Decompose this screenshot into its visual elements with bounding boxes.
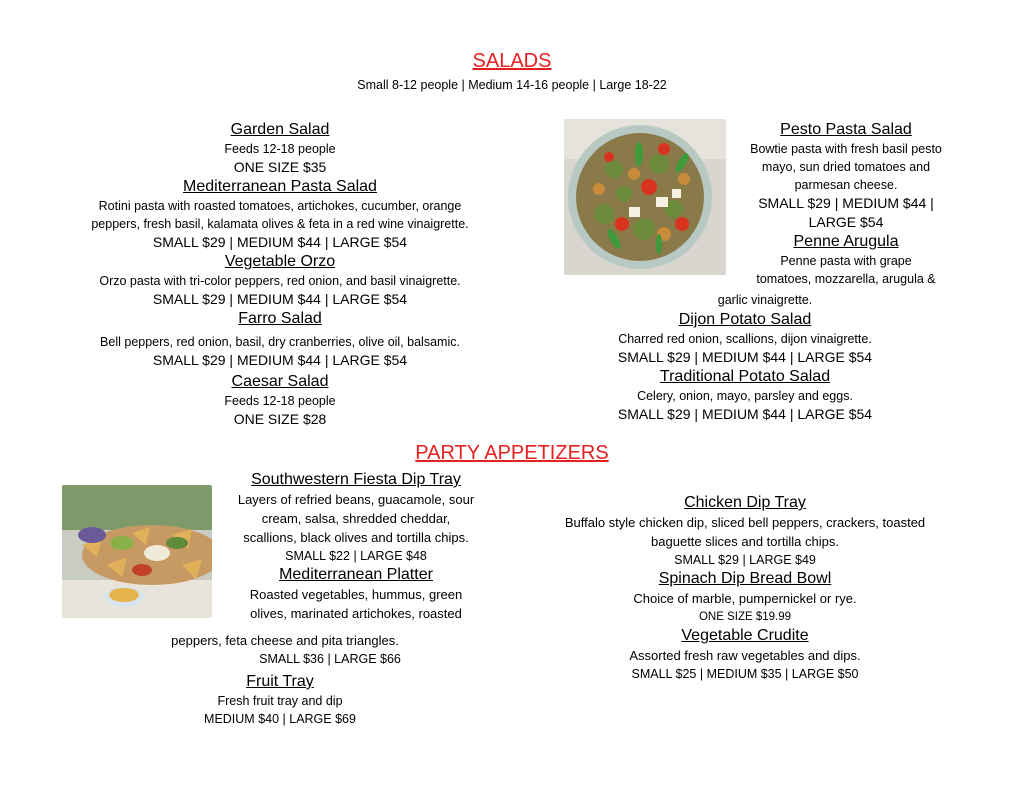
item-name: Garden Salad	[230, 121, 330, 138]
item-desc: Fresh fruit tray and dip	[217, 694, 343, 708]
fruit-tray-block	[180, 650, 480, 668]
appetizer-spread-photo	[62, 485, 212, 618]
item-desc: scallions, black olives and tortilla chips.	[243, 530, 469, 545]
appetizers-right-column	[530, 493, 960, 683]
pasta-salad-photo	[564, 119, 726, 275]
item-desc: Roasted vegetables, hummus, green	[249, 587, 463, 602]
item-price: SMALL $36 | LARGE $66	[259, 652, 401, 666]
item-name: Caesar Salad	[231, 373, 329, 390]
item-price: LARGE $54	[808, 214, 884, 230]
item-desc: Choice of marble, pumpernickel or rye.	[633, 591, 857, 606]
item-desc: Bowtie pasta with fresh basil pesto	[750, 142, 942, 156]
item-price: SMALL $25 | MEDIUM $35 | LARGE $50	[631, 667, 859, 681]
item-name: Spinach Dip Bread Bowl	[658, 570, 832, 587]
item-desc: Penne pasta with grape	[780, 254, 912, 268]
item-name: Penne Arugula	[793, 233, 899, 250]
item-price: ONE SIZE $28	[233, 411, 327, 427]
item-price: SMALL $29 | LARGE $49	[674, 553, 816, 567]
item-price: SMALL $22 | LARGE $48	[285, 549, 427, 563]
item-desc: peppers, feta cheese and pita triangles.	[171, 633, 399, 648]
item-desc: garlic vinaigrette.	[717, 293, 813, 307]
item-desc: olives, marinated artichokes, roasted	[250, 606, 462, 621]
fruit-tray-details	[130, 672, 430, 728]
item-desc: Feeds 12-18 people	[224, 394, 336, 408]
item-name: Vegetable Orzo	[224, 253, 336, 270]
item-price: SMALL $29 | MEDIUM $44 | LARGE $54	[617, 406, 873, 422]
item-desc: peppers, fresh basil, kalamata olives & feta in a red wine vinaigrette.	[91, 217, 469, 231]
item-desc: Orzo pasta with tri-color peppers, red onion, and basil vinaigrette.	[99, 274, 461, 288]
item-price: ONE SIZE $19.99	[698, 611, 792, 623]
salads-subtitle: Small 8-12 people | Medium 14-16 people | Large 18-22	[357, 78, 667, 92]
item-desc: Feeds 12-18 people	[224, 142, 336, 156]
item-name: Vegetable Crudite	[681, 627, 809, 644]
item-price: SMALL $29 | MEDIUM $44 | LARGE $54	[152, 291, 408, 307]
item-desc: mayo, sun dried tomatoes and	[761, 160, 931, 174]
item-name: Mediterranean Pasta Salad	[183, 178, 377, 195]
appetizers-title: PARTY APPETIZERS	[415, 442, 609, 464]
fiesta-dip-block	[216, 470, 496, 623]
item-desc: Charred red onion, scallions, dijon vinaigrette.	[618, 332, 872, 346]
item-desc: Rotini pasta with roasted tomatoes, artichokes, cucumber, orange	[98, 199, 462, 213]
item-desc: Celery, onion, mayo, parsley and eggs.	[637, 389, 853, 403]
item-desc: Bell peppers, red onion, basil, dry cranberries, olive oil, balsamic.	[100, 335, 460, 349]
potato-salads-block	[590, 310, 900, 424]
item-name: Southwestern Fiesta Dip Tray	[251, 471, 461, 488]
item-name: Fruit Tray	[246, 673, 314, 690]
item-price: SMALL $29 | MEDIUM $44 | LARGE $54	[617, 349, 873, 365]
item-name: Mediterranean Platter	[279, 566, 433, 583]
item-name: Traditional Potato Salad	[659, 368, 831, 385]
item-desc: Layers of refried beans, guacamole, sour	[237, 492, 475, 507]
item-desc: Buffalo style chicken dip, sliced bell peppers, crackers, toasted	[564, 515, 926, 530]
item-price: SMALL $29 | MEDIUM $44 | LARGE $54	[152, 352, 408, 368]
item-price: SMALL $29 | MEDIUM $44 | LARGE $54	[152, 234, 408, 250]
item-name: Farro Salad	[238, 310, 322, 327]
item-name: Dijon Potato Salad	[678, 311, 812, 328]
item-price: SMALL $29 | MEDIUM $44 |	[758, 195, 934, 211]
item-desc: tomatoes, mozzarella, arugula &	[756, 272, 936, 286]
item-price: ONE SIZE $35	[233, 159, 327, 175]
salads-left-column	[70, 120, 490, 429]
salads-title: SALADS	[472, 50, 552, 72]
item-desc: cream, salsa, shredded cheddar,	[261, 511, 451, 526]
item-name: Chicken Dip Tray	[684, 494, 806, 511]
item-desc: baguette slices and tortilla chips.	[651, 534, 839, 549]
item-desc: Assorted fresh raw vegetables and dips.	[629, 648, 861, 663]
item-name: Pesto Pasta Salad	[780, 121, 912, 138]
item-price: MEDIUM $40 | LARGE $69	[204, 712, 356, 726]
item-desc: parmesan cheese.	[794, 178, 898, 192]
pesto-pasta-block	[740, 120, 952, 288]
